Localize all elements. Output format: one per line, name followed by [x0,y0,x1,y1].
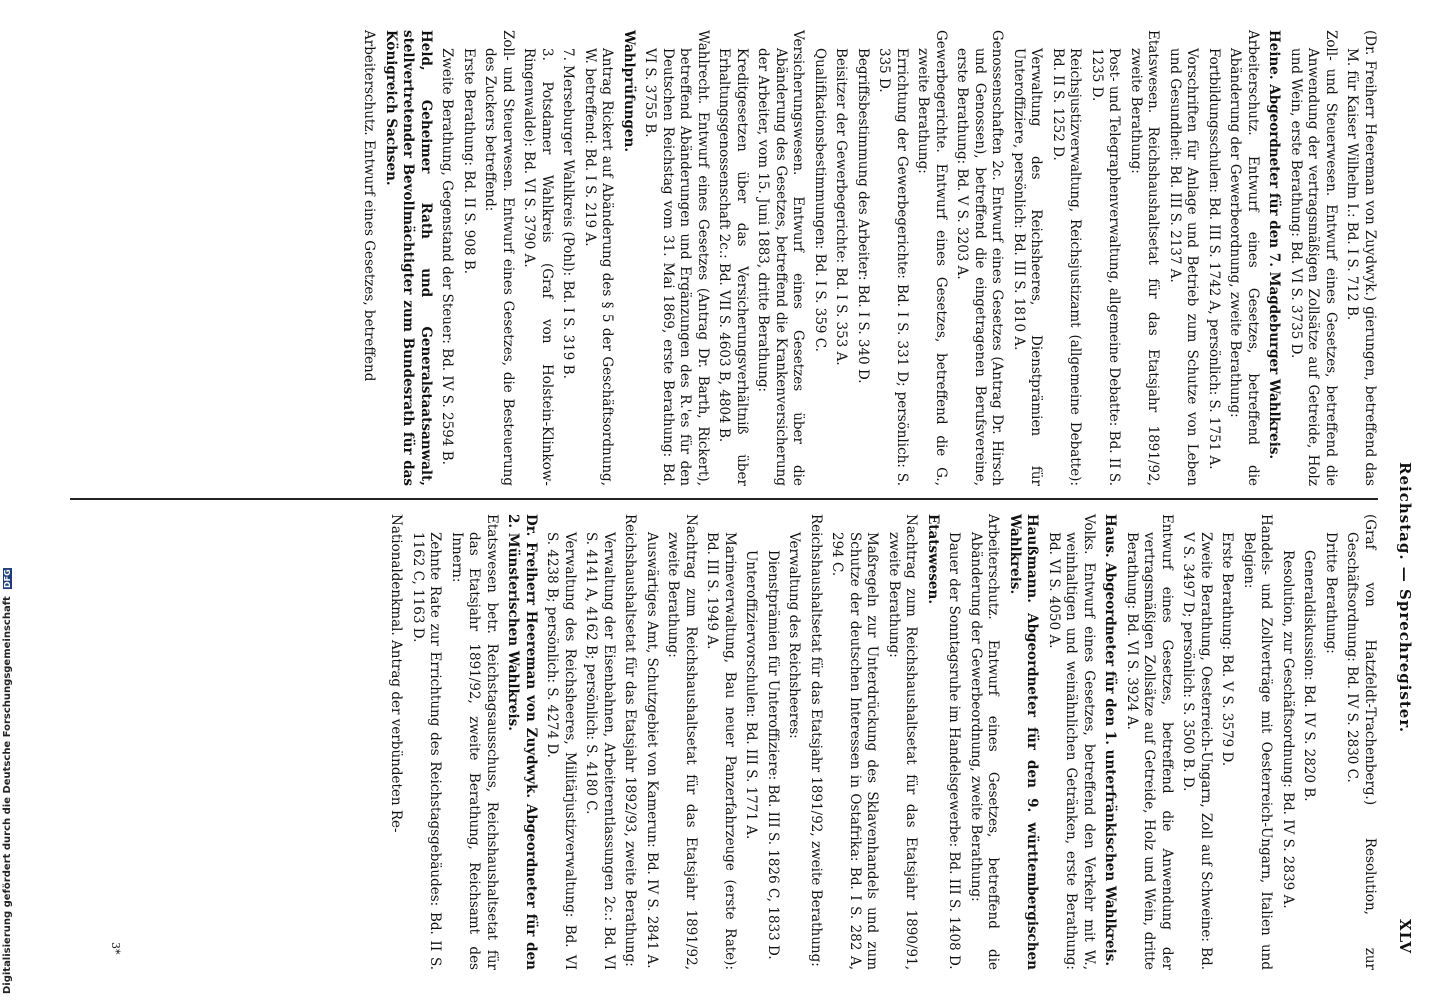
dfg-logo: DFG [3,568,12,588]
right-column [383,514,1378,970]
register-entry: Entwurf eines Gesetzes, betreffend die Anwendung der vertragsmäßigen Zollsätze auf Getreide, Holz und Wein, dritte Berathung: Bd. VI S. 3924 A. [1124,514,1175,970]
rotated-page-content [62,12,1422,988]
register-entry: Versicherungswesen. Entwurf eines Gesetzes über die Abänderung des Gesetzes, betreffend die Krankenversicherung der Arbeiter, vom 15. Juni 1883, dritte Berathung: [755,30,807,486]
register-entry: Antrag Rickert auf Abänderung des § 5 der Geschäftsordnung, W. betreffend: Bd. I S. 219 A. [582,48,616,486]
register-entry: Zehnte Rate zur Errichtung des Reichstagsgebäudes: Bd. II S. 1162 C, 1163 D. [410,532,444,970]
register-entry: Held, Geheimer Rath und Generalstaatsanwalt, stellvertretender Bevollmächtigter zum Bundesrath für das Königreich Sachsen. [383,30,434,486]
register-entry: Maßregeln zur Unterdrückung des Sklavenhandels und zum Schutze der deutschen Interessen in Ostafrika: Bd. I S. 282 A, 294 C. [829,532,881,970]
register-entry: (Graf von Hatzfeldt-Trachenberg.) Resolution, zur Geschäftsordnung: Bd. IV S. 2830 C. [1344,514,1378,970]
register-entry: Zweite Berathung, Gegenstand der Steuer: Bd. IV S. 2594 B. [439,48,456,465]
register-entry: 3. Potsdamer Wahlkreis (Graf von Holstein-Klinkow-Ringenwalde): Bd. VI S. 3790 A. [521,48,555,486]
running-title: Reichstag. — Sprechregister. [1396,462,1414,734]
register-entry: Arbeiterschutz. Entwurf eines Gesetzes, betreffend die Abänderung der Gewerbeordnung, zweite Berathung: [968,514,1002,970]
register-entry: Kreditgesetzen über das Versicherungsverhältniß über Erhaltungsgenossenschaft 2c.: Bd. VII S. 4603 B, 4804 B. [716,48,750,486]
register-entry: Post- und Telegraphenverwaltung, allgemeine Debatte: Bd. II S. 1235 D. [1089,48,1123,486]
register-entry: Reichsjustizverwaltung, Reichsjustizamt (allgemeine Debatte): Bd. II S. 1252 D. [1050,48,1084,486]
left-column [356,30,1378,486]
register-entry: Reichshaushaltsetat für das Etatsjahr 1891/92, zweite Berathung: [808,514,824,967]
register-entry: Nachtrag zum Reichshaushaltsetat für das Etatsjahr 1890/91, zweite Berathung: [886,514,920,970]
register-entry: Verwaltung des Reichsheeres, Dienstprämien für Unteroffiziere, persönlich: Bd. III S. 1810 A. [1011,48,1045,486]
register-entry: Erste Berathung: Bd. V S. 3579 D. [1219,532,1236,767]
register-entry: Resolution, zur Geschäftsordnung: Bd. IV S. 2839 A. [1280,550,1296,909]
register-entry: 7. Merseburger Wahlkreis (Pohl): Bd. I S. 319 B. [560,48,577,379]
signature-mark: 3* [109,942,122,955]
register-entry: Volks. Entwurf eines Gesetzes, betreffend den Verkehr mit W., weinhaltigen und weinähnlichen Getränken, erste Berathung: Bd. VI S. 4050 A. [1046,514,1097,970]
register-entry: Etatswesen. [925,514,941,605]
register-entry: Verwaltung der Eisenbahnen, Arbeiterentlassungen 2c.: Bd. VI S. 4141 A, 4162 B; persönlich: S. 4180 C. [583,532,617,970]
register-entry: Zoll- und Steuerwesen. Entwurf eines Gesetzes, die Besteuerung des Zuckers betreffend: [482,30,516,486]
register-entry: Heine. Abgeordneter für den 7. Magdeburger Wahlkreis. [1266,30,1283,460]
register-entry: Dauer der Sonntagsruhe im Handelsgewerbe: Bd. III S. 1408 D. [946,532,963,970]
register-entry: Dr. Freiherr Heereman von Zuydwyk. Abgeordneter für den 2. Münsterischen Wahlkreis. [505,514,539,970]
digitization-credit [0,0,26,1000]
register-entry: Genossenschaften 2c. Entwurf eines Gesetzes (Antrag Dr. Hirsch und Genossen), betreffend die eingetragenen Berufsvereine, erste Berathung: Bd. V S. 3203 A. [954,30,1006,486]
register-entry: Dienstprämien für Unteroffiziere: Bd. III S. 1826 C, 1833 D. [765,550,781,960]
register-entry: Zoll- und Steuerwesen. Entwurf eines Gesetzes, betreffend die Anwendung der vertragsmäßigen Zollsätze auf Getreide, Holz und Wein, erste Berathung: Bd. VI S. 3735 D. [1288,30,1339,486]
register-entry: Zweite Berathung, Oesterreich-Ungarn, Zoll auf Schweine: Bd. V S. 3497 D; persönlich: S. 3500 B. D. [1180,532,1214,970]
register-entry: Etatswesen betr. Reichstagsausschuss, Reichshaushaltsetat für das Etatsjahr 1891/92, zweite Berathung, Reichsamt des Innern: [449,514,500,970]
register-entry: Generaldiskussion: Bd. IV S. 2820 B. [1301,550,1318,802]
register-entry: Marineverwaltung, Bau neuer Panzerfahrzeuge (erste Rate): Bd. III S. 1949 A. [704,532,738,970]
register-entry: Auswärtiges Amt, Schutzgebiet von Kamerun: Bd. IV S. 2841 A. [644,532,660,969]
page-number: XLV [1396,918,1414,954]
register-entry: Haußmann. Abgeordneter für den 9. württembergischen Wahlkreis. [1007,514,1041,970]
register-entry: Etatswesen. Reichshaushaltsetat für das Etatsjahr 1891/92, zweite Berathung: [1128,30,1162,486]
register-entry: Arbeiterschutz. Entwurf eines Gesetzes, betreffend die Abänderung der Gewerbeordnung, zweite Berathung: [1227,30,1261,486]
register-entry: Gewerbegerichte. Entwurf eines Gesetzes, betreffend die G., zweite Berathung: [915,30,949,486]
register-entry: Dritte Berathung: [1323,532,1339,654]
register-entry: Begriffsbestimmung des Arbeiter: Bd. I S. 340 D. [855,48,871,384]
page-header [1392,32,1416,968]
register-entry: Qualifikationsbestimmungen: Bd. I S. 359 C. [812,48,828,352]
register-entry: Unteroffiziervorschulen: Bd. III S. 1771 A. [743,550,760,840]
register-entry: Nachtrag zum Reichshaushaltsetat für das Etatsjahr 1891/92, zweite Berathung: [665,514,699,970]
credit-text: Digitalisierung gefördert durch die Deutsche Forschungsgemeinschaft [2,596,13,994]
register-entry: Vorschriften für Anlage und Betrieb zum Schutze von Leben und Gesundheit: Bd. III S. 2137 A. [1167,48,1201,486]
register-entry: (Dr. Freiherr Heereman von Zuydwyk.) gierungen, betreffend das M. für Kaiser Wilhelm I.: Bd. I S. 712 B. [1344,30,1378,486]
register-entry: Erste Berathung: Bd. II S. 908 B. [461,48,477,275]
register-entry: Handels- und Zollverträge mit Oesterreich-Ungarn, Italien und Belgien: [1241,514,1275,970]
register-entry: Errichtung der Gewerbegerichte: Bd. I S. 331 D; persönlich: S. 335 D. [876,48,910,486]
register-entry: Nationaldenkmal. Antrag der verbündeten Re- [388,514,405,833]
register-entry: Verwaltung des Reichsheeres, Militärjustizverwaltung: Bd. VI S. 4238 B; persönlich: S. 4274 D. [544,532,578,970]
register-entry: Wahlprüfungen. [621,30,637,153]
register-entry: Reichshaushaltsetat für das Etatsjahr 1892/93, zweite Berathung: [622,514,639,967]
register-entry: Haus. Abgeordneter für den 1. unterfränkischen Wahlkreis. [1102,514,1119,967]
scanned-page [62,12,1422,988]
register-entry: Arbeiterschutz. Entwurf eines Gesetzes, betreffend [361,30,378,382]
column-divider [70,498,1378,500]
register-entry: Beisitzer der Gewerbegerichte: Bd. I S. 353 A. [833,48,850,366]
register-entry: Verwaltung des Reichsheeres: [786,532,803,739]
register-entry: Fortbildungsschulen: Bd. III S. 1742 A, persönlich: S. 1751 A. [1206,48,1222,470]
register-entry: Wahlrecht. Entwurf eines Gesetzes (Antrag Dr. Barth, Rickert), betreffend Abänderungen und Ergänzungen des R.'es für den Deutschen Reichstag vom 31. Mai 1869, erste Berathung: Bd. VI S. 3755 B. [642,30,711,486]
